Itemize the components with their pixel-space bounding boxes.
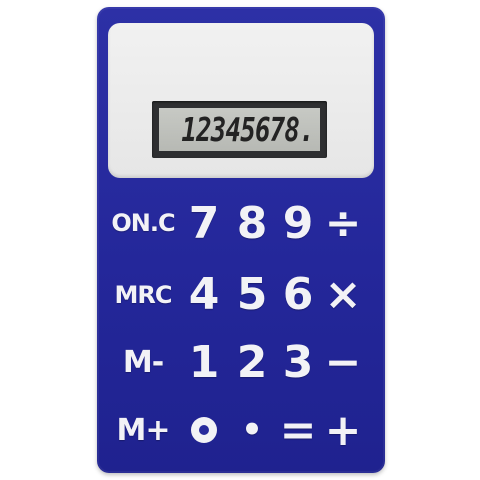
decimal-point-button[interactable]: • xyxy=(241,410,263,450)
digit-1-button[interactable]: 1 xyxy=(188,336,220,388)
divide-button[interactable]: ÷ xyxy=(324,197,362,249)
zero-ring-icon xyxy=(191,417,217,443)
display-panel xyxy=(108,23,374,178)
memory-plus-button[interactable]: M+ xyxy=(116,412,170,448)
multiply-button[interactable]: × xyxy=(324,268,362,320)
digit-9-button[interactable]: 9 xyxy=(282,197,314,249)
digit-4-button[interactable]: 4 xyxy=(188,268,220,320)
digit-0-button[interactable] xyxy=(187,408,221,452)
lcd-frame xyxy=(152,101,327,158)
lcd-screen xyxy=(159,108,320,151)
memory-minus-button[interactable]: M- xyxy=(122,344,164,380)
zero-ring-hole xyxy=(199,425,209,435)
subtract-button[interactable]: − xyxy=(324,336,362,388)
add-button[interactable]: + xyxy=(324,404,362,456)
equals-button[interactable]: = xyxy=(279,404,317,456)
digit-6-button[interactable]: 6 xyxy=(282,268,314,320)
on-clear-button[interactable]: ON.C xyxy=(111,209,175,237)
display-value: 12345678. xyxy=(181,110,314,149)
calculator-body xyxy=(97,7,385,473)
digit-2-button[interactable]: 2 xyxy=(236,336,268,388)
digit-7-button[interactable]: 7 xyxy=(188,197,220,249)
digit-8-button[interactable]: 8 xyxy=(236,197,268,249)
digit-5-button[interactable]: 5 xyxy=(236,268,268,320)
memory-recall-clear-button[interactable]: MRC xyxy=(114,281,172,309)
digit-3-button[interactable]: 3 xyxy=(282,336,314,388)
